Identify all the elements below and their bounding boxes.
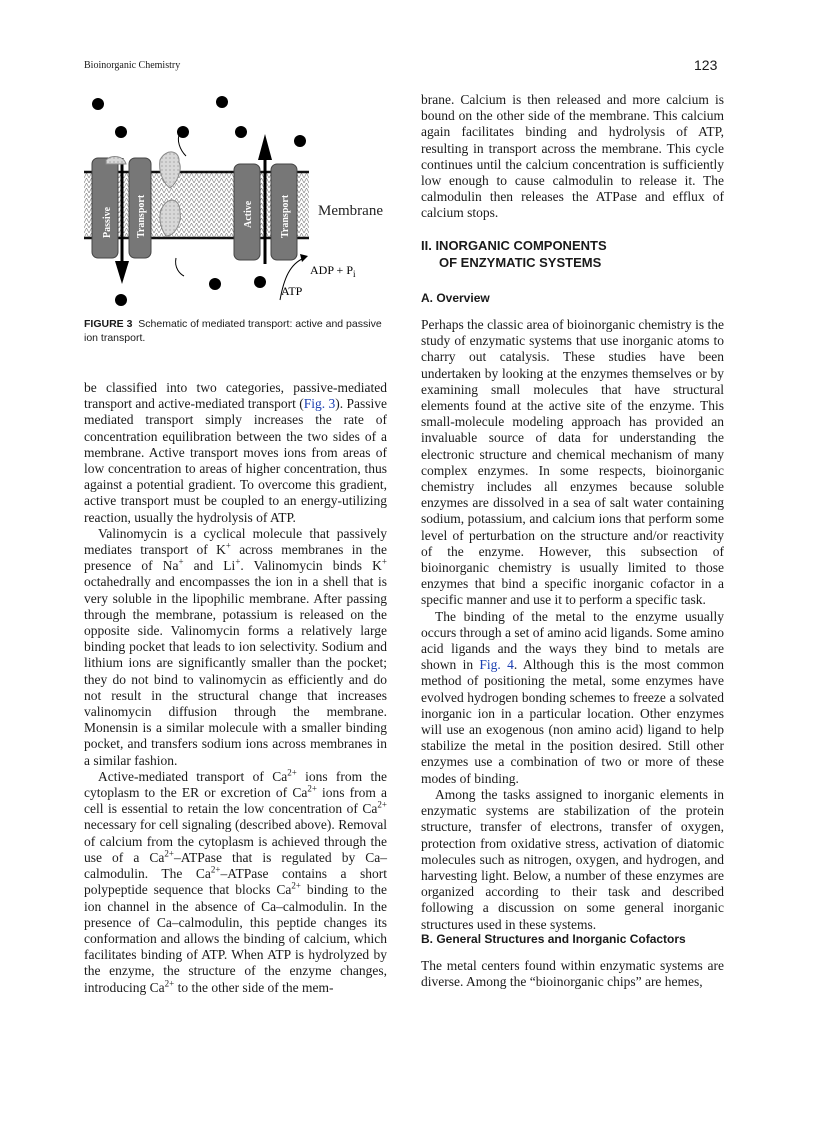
page-number: 123 <box>694 57 718 73</box>
paragraph: The metal centers found within enzymatic systems are diverse. Among the “bioinorganic chips” are hemes, <box>421 958 724 990</box>
section-heading: II. INORGANIC COMPONENTS OF ENZYMATIC SYSTEMS <box>421 238 607 270</box>
figure-3-link[interactable]: Fig. 3 <box>303 396 336 412</box>
right-column-body <box>421 317 724 933</box>
atp-curve-arrowhead <box>300 254 308 262</box>
ion <box>115 126 127 138</box>
ion <box>294 135 306 147</box>
paragraph: Among the tasks assigned to inorganic elements in enzymatic systems are stabilization of the protein structure, transfer of electrons, transfer of oxygen, protection from oxidative stress, activation of diatomic molecules such as nitrogen, oxygen, and hydrogen, and harvesting light. Below, a number of these enzymes are organized according to their task and described following a discussion on some general inorganic structures used in these systems. <box>421 786 724 932</box>
passive-arrow-head <box>115 261 129 284</box>
left-column <box>84 380 387 996</box>
paragraph: brane. Calcium is then released and more calcium is bound on the other side of the membrane. This calcium again facilitates binding and hydrolysis of ATP, resulting in transport across the membrane. This cycle continues until the calcium concentration is sufficiently low enough to cause calmodulin to release it. The calmodulin then releases the ATPase and efflux of calcium stops. <box>421 92 724 221</box>
ion <box>209 278 221 290</box>
label-passive: Passive <box>102 206 113 238</box>
figure-3-transport-diagram <box>84 88 387 308</box>
right-column-top <box>421 92 724 222</box>
label-transport-1: Transport <box>136 194 147 238</box>
active-arrow-head <box>258 134 272 160</box>
paragraph: The binding of the metal to the enzyme usually occurs through a set of amino acid ligands. Some amino acid ligands and the ways they bind to metals are shown in Fig. 4. Although this is the most common method of positioning the metal, some enzymes have evolved hydrogen bonding schemes to freeze a solvated inorganic ion in a particular location. Other enzymes will use an exogenous (non amino acid) ligand to help stabilize the metal in the position desired. Still other enzymes use a combination of two or more of these modes of binding. <box>421 608 724 786</box>
figure-4-link[interactable]: Fig. 4 <box>479 657 514 673</box>
paragraph: Perhaps the classic area of bioinorganic chemistry is the study of enzymatic systems that use inorganic atoms to charry out catalysis. These studies have been undertaken by looking at the enzymes themselves or by examining small molecules that have structural elements found at the active site of the enzyme. This small-molecule modeling approach has provided an invaluable source of data for understanding the electronic structure and chemical mechanism of many complex enzymes. In some respects, bioinorganic chemistry includes all enzymes because soluble enzymes are dissolved in a sea of salt water containing sodium, potassium, and calcium ions that perform some level of perturbation on the structure and/or reactivity of the enzyme. However, this subsection of bioinorganic chemistry is usually limited to those enzymes that bind a specific inorganic cofactor in a specific manner and use it to perform a specific task. <box>421 317 724 608</box>
right-column-bottom <box>421 958 724 990</box>
paragraph: Active-mediated transport of $Ca^{2+}$ ions from the cytoplasm to the ER or excretion of $Ca^{2+}$ ions from a cell is essential to retain the low concentration of $Ca^{2+}$ necessary for cell signaling (described above). Removal of calcium from the cytoplasm is achieved through the use of a $Ca^{2+}$–ATPase that is regulated by Ca–calmodulin. The $Ca^{2+}$–ATPase contains a short polypeptide sequence that blocks $Ca^{2+}$ binding to the ion channel in the absence of Ca–calmodulin. In the presence of Ca–calmodulin, this peptide changes its conformation and allows the binding of calcium, which facilitates binding of ATP. When ATP is hydrolyzed by the enzyme, the structure of the enzyme changes, introducing $Ca^{2+}$ to the other side of the mem- <box>84 767 388 995</box>
ion <box>235 126 247 138</box>
label-adp: ADP + $P_i$ <box>310 263 356 279</box>
paragraph: be classified into two categories, passive-mediated transport and active-mediated transport (Fig. 3). Passive mediated transport simply increases the rate of concentration equilibration between the two sides of a membrane. Active transport moves ions from areas of low concentration to areas of higher concentration, thus against a potential gradient. To overcome this gradient, active transport must be coupled to an energy-utilizing reaction, usually the hydrolysis of ATP. <box>84 380 388 525</box>
label-transport-2: Transport <box>280 194 291 238</box>
carrier-curved-arrow-bottom <box>176 258 184 276</box>
figure-3-caption <box>84 318 387 345</box>
carrier-shape-top <box>106 157 126 164</box>
subsection-heading-overview: A. Overview <box>421 291 490 305</box>
label-membrane: Membrane <box>318 203 383 219</box>
ion <box>254 276 266 288</box>
label-atp: ATP <box>281 284 303 298</box>
label-active: Active <box>243 200 254 228</box>
subsection-heading-structures: B. General Structures and Inorganic Cofactors <box>421 932 686 946</box>
paragraph: Valinomycin is a cyclical molecule that passively mediates transport of K+ across membranes in the presence of Na+ and Li+. Valinomycin binds K+ octahedrally and encompasses the ion in a shell that is very soluble in the lipophilic membrane. After passing through the membrane, potassium is released on the opposite side. Valinomycin forms a relatively large binding pocket that leads to ion selectivity. Sodium and lithium ions are significantly smaller than the pocket; they do not bind to valinomycin as efficiently and do not result in the structural change that increases valinomycin diffusion through the membrane. Monensin is a similar molecule with a smaller binding pocket, and transfers sodium ions across membranes in a similar fashion. <box>84 525 387 768</box>
running-title: Bioinorganic Chemistry <box>84 60 181 71</box>
ion <box>177 126 189 138</box>
ion <box>216 96 228 108</box>
caption-text: Schematic of mediated transport: active and passive ion transport. <box>84 318 382 344</box>
ion <box>92 98 104 110</box>
caption-label: FIGURE 3 <box>84 318 133 330</box>
ion <box>115 294 127 306</box>
